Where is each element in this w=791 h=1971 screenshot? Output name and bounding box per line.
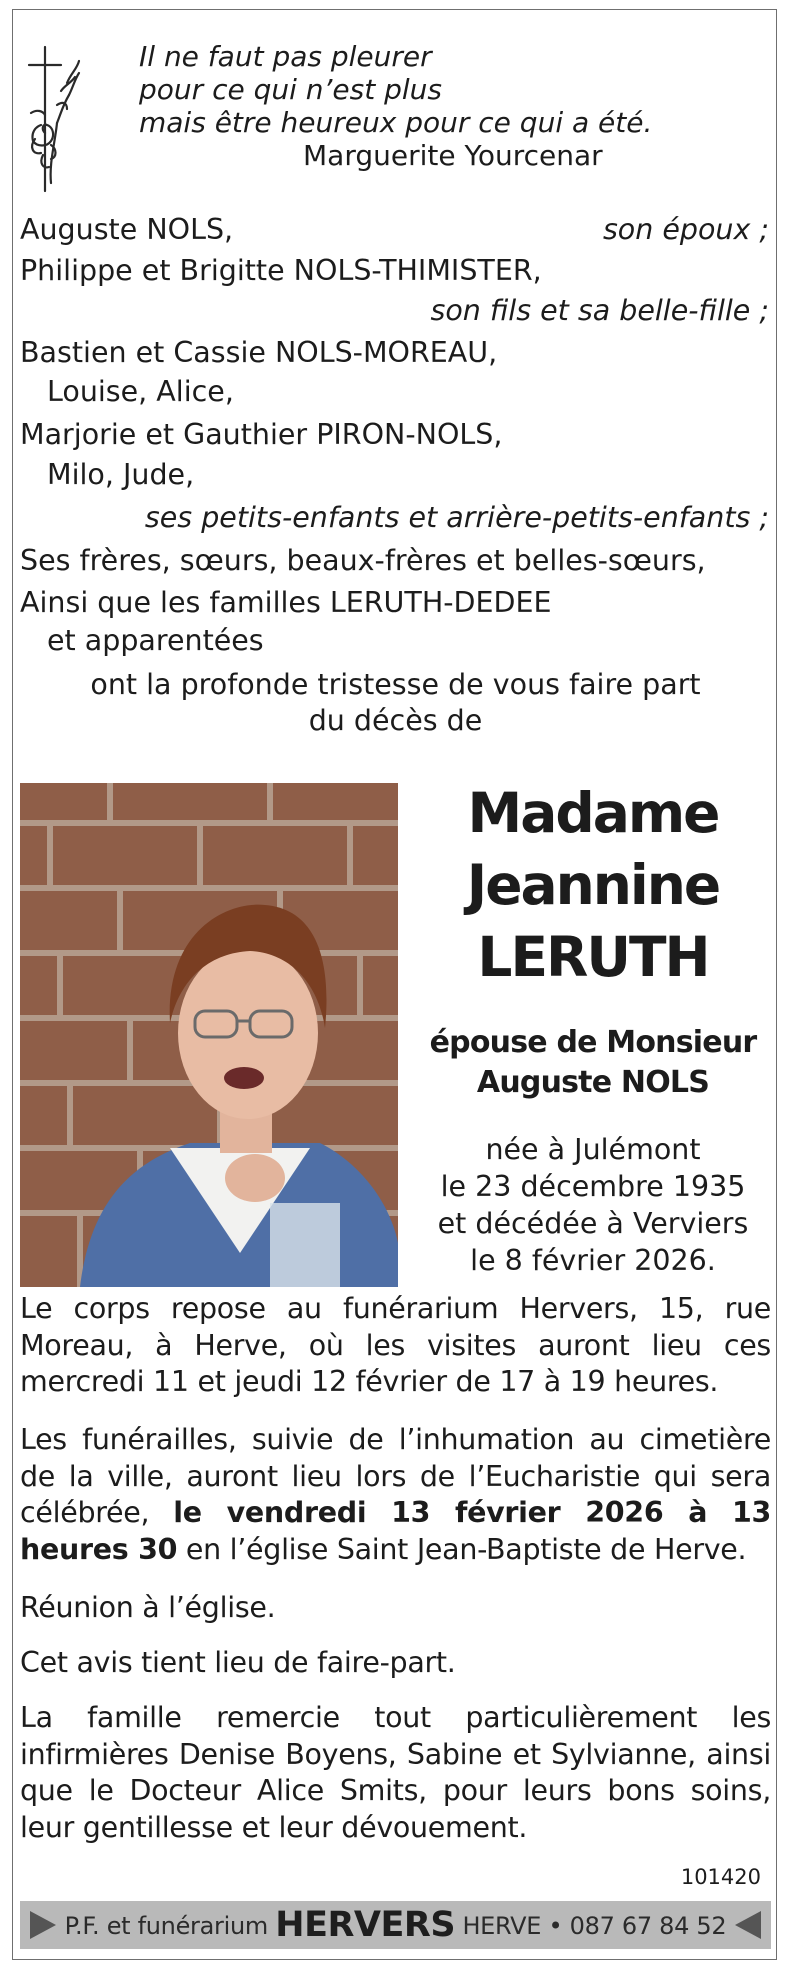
deceased-first-name: Jeannine (466, 853, 720, 917)
family-son-role: son fils et sa belle-fille ; (430, 294, 769, 327)
deceased-spouse-line-2: Auguste NOLS (476, 1065, 710, 1100)
deceased-title: Madame (467, 781, 719, 845)
body-visits (20, 1291, 771, 1401)
thanks-paragraph: La famille remercie tout particulièrement les infirmières Denise Boyens, Sabine et Sylvianne, ainsi que le Docteur Alice Smits, pour leurs bons soins, leur gentillesse et leur dévouement. (20, 1701, 771, 1844)
family-spouse-role: son époux ; (602, 213, 769, 246)
reference-number: 101420 (680, 1865, 761, 1889)
family-gc1-kids: Louise, Alice, (47, 375, 234, 408)
family-gc2-names: Marjorie et Gauthier PIRON-NOLS, (20, 418, 503, 451)
deceased-last-name: LERUTH (477, 925, 709, 989)
cross-rose-icon (21, 43, 83, 195)
announcement-line-2: du décès de (308, 704, 483, 737)
funeral-text-b: en l’église Saint Jean-Baptiste de Herve. (185, 1532, 747, 1566)
funeral-paragraph (20, 1422, 771, 1568)
funeral-home-banner (20, 1901, 771, 1949)
quote-line-1: Il ne faut pas pleurer (139, 40, 432, 73)
deceased-spouse-line-1: épouse de Monsieur (429, 1025, 757, 1060)
family-other-families: Ainsi que les familles LERUTH-DEDEE (20, 586, 552, 619)
birth-place: née à Julémont (485, 1133, 701, 1166)
funeral-home-town: HERVE (462, 1912, 542, 1940)
death-place: et décédée à Verviers (437, 1207, 749, 1240)
quote-author: Marguerite Yourcenar (303, 139, 603, 172)
family-gc1-names: Bastien et Cassie NOLS-MOREAU, (20, 336, 498, 369)
family-spouse-name: Auguste NOLS, (20, 213, 234, 246)
quote-line-3: mais être heureux pour ce qui a été. (139, 106, 653, 139)
portrait-photo (20, 783, 398, 1287)
announcement-line-1: ont la profonde tristesse de vous faire part (90, 668, 701, 701)
meeting-line: Réunion à l’église. (20, 1591, 276, 1624)
family-gc2-kids: Milo, Jude, (47, 458, 195, 491)
funeral-date-bold: le vendredi 13 février 2026 à 13 heures 30 (20, 1496, 772, 1566)
family-grandchildren-role: ses petits-enfants et arrière-petits-enfants ; (144, 501, 769, 534)
funeral-home-prefix: P.F. et funérarium (64, 1912, 268, 1940)
visits-paragraph: Le corps repose au funérarium Hervers, 15, rue Moreau, à Herve, où les visites auront lieu ces mercredi 11 et jeudi 12 février de 17 à 19 heures. (20, 1292, 771, 1398)
death-date: le 8 février 2026. (470, 1244, 716, 1277)
play-left-icon (733, 1909, 763, 1941)
family-son-names: Philippe et Brigitte NOLS-THIMISTER, (20, 254, 542, 287)
family-related: et apparentées (47, 624, 264, 657)
funeral-home-brand: HERVERS (275, 1905, 456, 1945)
family-siblings: Ses frères, sœurs, beaux-frères et belles-sœurs, (20, 544, 706, 577)
birth-date: le 23 décembre 1935 (440, 1170, 746, 1203)
body-thanks (20, 1700, 771, 1846)
notice-line: Cet avis tient lieu de faire-part. (20, 1646, 456, 1679)
quote-line-2: pour ce qui n’est plus (139, 73, 443, 106)
funeral-home-separator: • (548, 1912, 563, 1940)
funeral-home-text (20, 1901, 771, 1949)
funeral-text-a: Les funérailles, suivie de l’inhumation au cimetière de la ville, auront lieu lors de l’Eucharistie qui sera célébrée, (20, 1423, 771, 1529)
obituary-notice (12, 9, 777, 1960)
body-funeral (20, 1422, 771, 1568)
funeral-home-phone: 087 67 84 52 (569, 1912, 727, 1940)
